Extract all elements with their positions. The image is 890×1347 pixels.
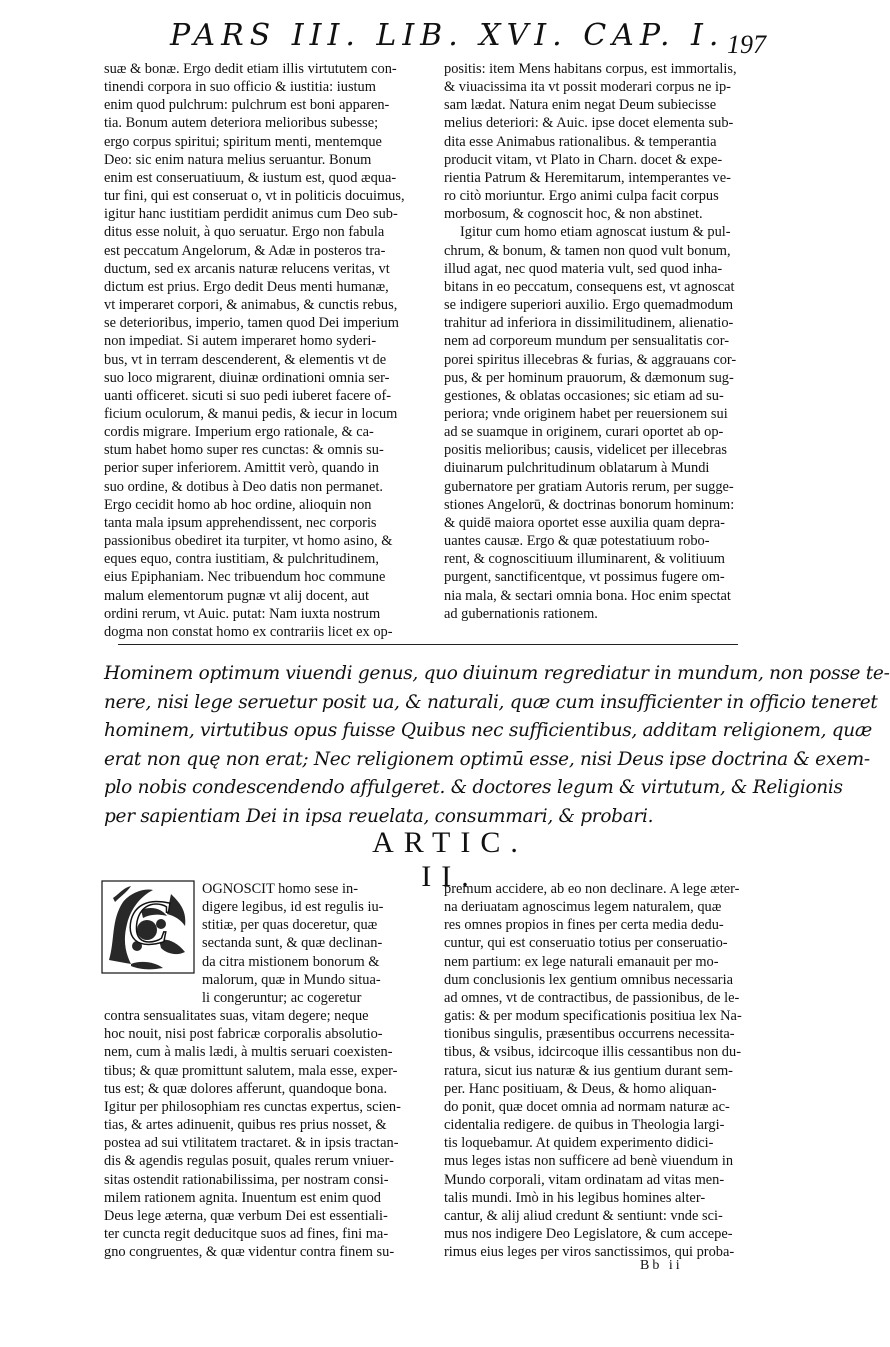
text-line: trahitur ad inferiora in dissimilitudinem, alienatio- [444,315,734,332]
text-line: digere legibus, id est regulis iu- [202,899,384,916]
text-line: ad se suamque in originem, curari oportet ab op- [444,424,724,441]
text-line: vt imperaret corpori, & animabus, & cunctis rebus, [104,297,398,314]
text-line: nere, nisi lege seruetur posit ua, & naturali, quæ cum insufficienter in officio teneret [104,691,878,713]
text-line: tionibus singulis, præsentibus occurrens necessita- [444,1026,735,1043]
top-left-column [104,60,424,641]
text-line: malum elementorum pugnæ vt alij docent, aut [104,587,369,604]
running-head: PARS III. LIB. XVI. CAP. I. [170,18,725,53]
text-line: cantur, & alij aliud credunt & sentiunt: vnde sci- [444,1207,723,1224]
text-line: stiones Angelorū, & doctrinas bonorum hominum: [444,496,735,513]
text-line: bitans in eo peccatum, consequens est, vt agnoscat [444,278,735,295]
text-line: Mundo corporali, vitam ordinatam ad vitas men- [444,1171,725,1188]
text-line: Deo: sic enim natura melius seruantur. Bonum [104,151,372,168]
text-line: perior super inferiorem. Amittit verò, quando in [104,460,379,477]
text-line: res omnes propios in fines per certa media dedu- [444,917,724,934]
text-line: non impediat. Si autem imperaret homo syderi- [104,333,377,350]
text-line: tis loquebamur. At quidem experimento didici- [444,1135,714,1152]
text-line: positis: item Mens habitans corpus, est immortalis, [444,61,737,77]
text-line: morbosum, & cognoscit hoc, & non abstinet. [444,206,703,223]
text-line: hoc nouit, nisi post fabricæ corporalis absolutio- [104,1026,383,1043]
text-line: illud agat, nec quod materia vult, sed quod inha- [444,260,723,277]
text-line: eques equo, contra iustitiam, & pulchritudinem, [104,551,379,568]
text-line: Deus lege æterna, quæ verbum Dei est essentiali- [104,1207,388,1224]
page-number: 197 [727,30,766,59]
text-line: stitiæ, per quas doceretur, quæ [202,917,378,934]
text-line: producit vitam, vt Plato in Charn. docet & expe- [444,151,723,168]
text-line: uanti officeret. sicuti si suo pedi iuberet facere of- [104,387,392,404]
text-line: ad gubernationis rationem. [444,605,598,622]
text-line: positis melioribus; causis, videlicet per illecebras [444,442,727,459]
text-line: ordini rerum, vt Auic. putat: Nam iuxta nostrum [104,605,381,622]
text-line: ductum, sed ex arcanis naturæ relucens veritas, vt [104,260,390,277]
text-line: per sapientiam Dei in ipsa reuelata, consummari, & probari. [104,805,654,827]
text-line: ad omnes, vt de contractibus, de passionibus, de le- [444,989,740,1006]
text-line: OGNOSCIT homo sese in- [202,881,359,897]
text-line: cordis migrare. Imperium ergo rationale, & ca- [104,424,374,441]
text-line: & viuacissima ita vt possit moderari corpus ne ip- [444,79,731,96]
text-line: gestiones, & oblatas occasiones; sic etiam ad su- [444,387,724,404]
text-line: tias, & artes adinuenit, quibus res prius nosset, & [104,1117,387,1134]
text-line: ro citò moriuntur. Ergo animi culpa facit corpus [444,188,719,205]
text-line: per. Hanc positiuam, & Deus, & homo aliquan- [444,1080,717,1097]
text-line: nem ad corporeum mundum per sensualitatis cor- [444,333,730,350]
text-line: est peccatum Angelorum, & Adæ in posteros tra- [104,242,386,259]
text-line: hominem, virtutibus opus fuisse Quibus nec sufficientibus, additam religionem, quæ [104,720,873,741]
text-line: mus nos indigere Deo Legislatore, & cum accepe- [444,1225,733,1242]
initial-letter: C [126,887,170,958]
text-line: purgent, sanctificentque, vt possimus fugere om- [444,569,725,586]
section-divider [118,644,738,645]
text-line: suo ordine, & dotibus à Deo datis non permanet. [104,478,383,495]
text-line: Ergo cecidit homo ab hoc ordine, alioquin non [104,496,372,513]
text-line: stum habet homo super res cunctas: & omnis su- [104,442,384,459]
text-line: periora; vnde originem habet per reuersionem sui [444,405,728,422]
text-line: tanta mala ipsum apprehendissent, nec corporis [104,514,377,531]
text-line: ter cuncta regit deducitque suos ad fines, fini ma- [104,1225,389,1242]
text-line: suo loco migrarent, diuinæ ordinationi omnia ser- [104,369,390,386]
text-line: talis mundi. Imò in his legibus homines alter- [444,1189,706,1206]
text-line: ergo corpus spiritui; spiritum menti, mentemque [104,133,382,150]
text-line: eius Epiphaniam. Nec tribuendum hoc commune [104,569,386,586]
text-line: rimus eius leges per viros sanctissimos, qui proba- [444,1244,735,1261]
text-line: tibus; & quæ promittunt salutem, mala esse, exper- [104,1062,398,1079]
top-right-column [444,60,768,623]
text-line: da citra mistionem bonorum & [202,953,380,970]
text-line: igitur hanc iustitiam perdidit animus cum Deo sub- [104,206,398,223]
text-line: rientia Patrum & Heremitarum, intemperantes ve- [444,169,731,186]
text-line: premum accidere, ab eo non declinare. A lege æter- [444,881,740,897]
text-line: gno congruentes, & quæ videntur contra finem su- [104,1244,395,1261]
bottom-right-column [444,880,768,1261]
text-line: plo nobis condescendendo affulgeret. & doctores legum & virtutum, & Religionis [104,777,843,798]
text-line: enim quod pulchrum: pulchrum est boni apparen- [104,97,390,114]
text-line: dictum est prius. Ergo dedit Deus menti humanæ, [104,278,389,295]
text-line: erat non quę non erat; Nec religionem optimū esse, nisi Deus ipse doctrina & exem- [104,748,870,770]
text-line: Igitur cum homo etiam agnoscat iustum & pul- [460,224,731,241]
text-line: milem rationem agnita. Inuentum est enim quod [104,1189,381,1206]
text-line: cuntur, qui est conseruatio totius per conseruatio- [444,935,728,952]
bottom-left-column [104,880,424,1261]
text-line: sam lædat. Natura enim negat Deum subiecisse [444,97,717,114]
text-line: mus leges istas non sufficere ad benè viuendum in [444,1153,734,1170]
text-line: nem partium: ex lege naturali emanauit per mo- [444,953,719,970]
text-line: gubernatore per gratiam Autoris rerum, per sugge- [444,478,734,495]
text-line: suæ & bonæ. Ergo dedit etiam illis virtututem con- [104,61,397,77]
text-line: se indigere superiori auxilio. Ergo quemadmodum [444,297,734,314]
text-line: Igitur per philosophiam res cunctas expertus, scien- [104,1098,401,1115]
text-line: rent, & cognoscitiuum illuminarent, & volitiuum [444,551,725,568]
text-line: nia mala, & sectari omnia bona. Hoc enim spectat [444,587,731,604]
text-line: nem, cum à malis lædi, à multis seruari coexisten- [104,1044,393,1061]
text-line: li congeruntur; ac cogeretur [202,989,362,1006]
text-line: bus, vt in terram descenderent, & elementis vt de [104,351,387,368]
text-line: tia. Bonum autem deteriora melioribus subesse; [104,115,379,132]
text-line: ficium oculorum, & manui pedis, & iecur in locum [104,405,398,422]
text-line: se deterioribus, imperio, tamen quod Dei imperium [104,315,399,332]
text-line: melius deteriori: & Auic. ipse docet elementa sub- [444,115,734,132]
text-line: ratura, sicut ius naturæ & ius gentium durant sem- [444,1062,733,1079]
text-line: chrum, & bonum, & tamen non quod vult bonum, [444,242,731,259]
text-line: porei spiritus illecebras & furias, & aggrauans cor- [444,351,737,368]
text-line: tibus, & vsibus, idcircoque illis cessantibus non du- [444,1044,741,1061]
text-line: dogma non constat homo ex contrariis licet ex op- [104,623,393,640]
signature-mark: Bb ii [640,1258,683,1273]
text-line: contra sensualitates suas, vitam degere; neque [104,1008,369,1025]
text-line: uantes causæ. Ergo & quæ potestatiuum robo- [444,533,710,550]
text-line: dita esse Animabus rationalibus. & temperantia [444,133,717,150]
text-line: tinendi corpora in suo officio & iustitia: iustum [104,79,376,96]
text-line: tur fini, qui est conseruat o, vt in politicis docuimus, [104,188,405,205]
chapter-summary [104,660,890,831]
text-line: diuinarum pulchritudinum oblatarum à Mundi [444,460,710,477]
text-line: enim est conseruatiuum, & iustum est, quod æqua- [104,169,397,186]
text-line: do ponit, quæ docet omnia ad normam naturæ ac- [444,1098,730,1115]
text-line: Hominem optimum viuendi genus, quo diuinum regrediatur in mundum, non posse te- [104,663,890,684]
text-line: gatis: & per modum specificationis positiua lex Na- [444,1008,742,1025]
article-heading: ARTIC. II. [372,826,528,893]
text-line: dis & agendis regulas posuit, quales rerum vniuer- [104,1153,394,1170]
text-line: passionibus obediret ita turpiter, vt homo asino, & [104,533,393,550]
text-line: & quidē maiora oportet esse auxilia quam depra- [444,514,725,531]
text-line: postea ad sui vtilitatem tractaret. & in ipsis tractan- [104,1135,399,1152]
text-line: pus, & per hominum prauorum, & dæmonum sug- [444,369,734,386]
text-line: dum conclusionis lex gentium omnibus necessaria [444,971,733,988]
text-line: sitas ostendit rationabilissima, per nostram consi- [104,1171,389,1188]
text-line: cidentalia redigere. de quibus in Theologia largi- [444,1117,725,1134]
text-line: ditus esse noluit, à quo seruatur. Ergo non fabula [104,224,385,241]
text-line: malorum, quæ in Mundo situa- [202,971,381,988]
text-line: sectanda sunt, & quæ declinan- [202,935,383,952]
text-line: tus est; & quæ dolores afferunt, quandoque bona. [104,1080,388,1097]
text-line: na deriuatam agnoscimus legem naturalem, quæ [444,899,722,916]
